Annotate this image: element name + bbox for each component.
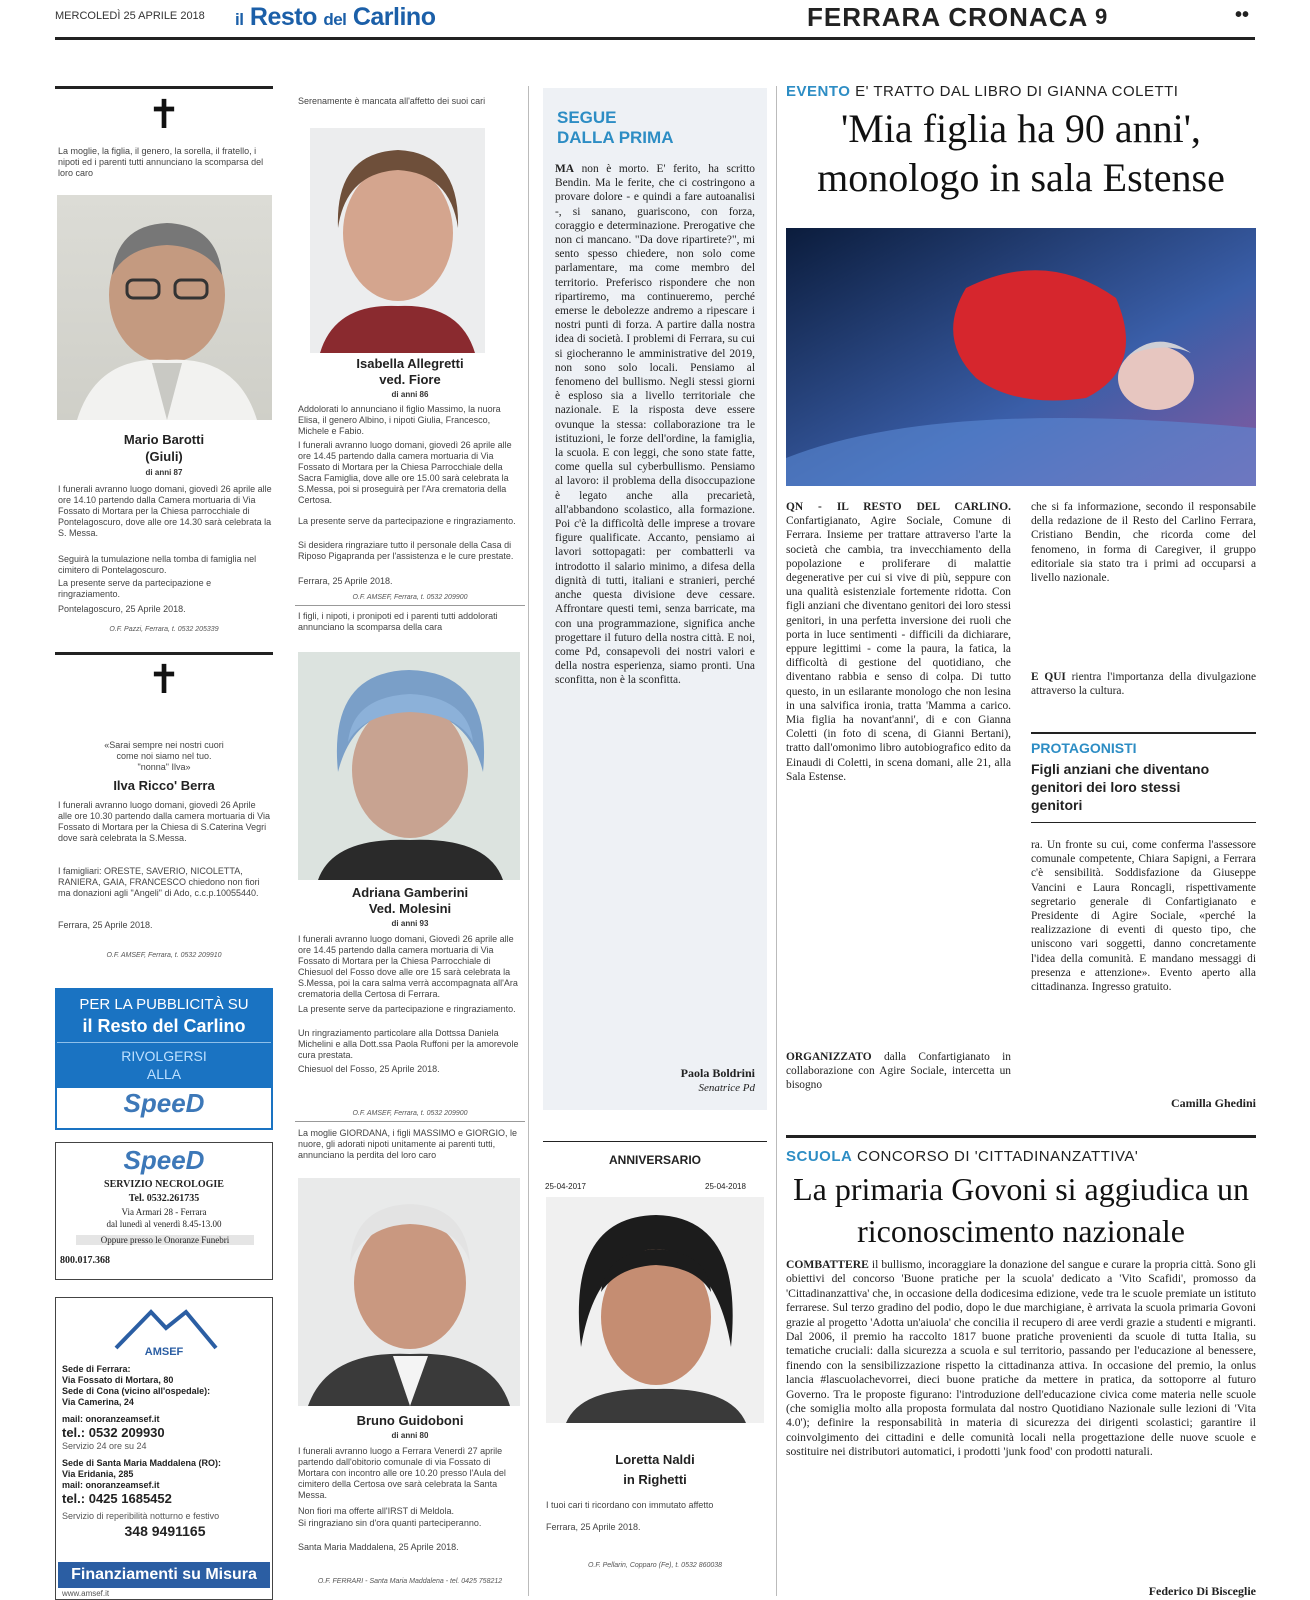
obit-body: Addolorati lo annunciano il figlio Massimo, la nuora Elisa, il genero Albino, i nipoti Giulia, Francesco, Michele e Fabio. <box>298 404 501 436</box>
necrology-service-ad <box>55 1142 273 1280</box>
portrait-photo <box>298 652 520 880</box>
funeral-home: O.F. AMSEF, Ferrara, t. 0532 209910 <box>106 952 222 959</box>
speed-logo: SpeeD <box>123 1145 205 1175</box>
ad-brand: il Resto del Carlino <box>82 1016 246 1036</box>
ad-line: PER LA PUBBLICITÀ SU <box>79 996 249 1013</box>
obit-place-date: Ferrara, 25 Aprile 2018. <box>298 576 393 586</box>
obit-place-date: Chiesuol del Fosso, 25 Aprile 2018. <box>298 1064 440 1074</box>
deceased-name: Adriana Gamberini <box>351 885 469 900</box>
article-text-4: E QUI rientra l'importanza della divulgazione attraverso la cultura. <box>1031 671 1257 698</box>
deceased-name: Ilva Ricco' Berra <box>113 778 215 793</box>
cross-icon: ✝ <box>147 92 181 137</box>
article-text: QN - IL RESTO DEL CARLINO. Confartigianato, Agire Sociale, Comune di Ferrara. Insieme per trattare attraverso l'arte la società che cambia, tra invecchiamento della popolazione e proliferare di malattie degenerative per cui si vive di più, seppure con una qualità esistenziale fortemente ridotta. Con figli anziani che diventano genitori dei loro stessi genitori, in una perfetta inversione dei ruoli che porta in luce sentimenti - difficili da dichiarare, eppure legittimi - come la paura, la fatica, la difficoltà di gestione del quotidiano, che diventano rabbia e senso di colpa. Di tutto questo, in un esilarante monologo che non lesina in una salvifica ironia, tratta 'Mamma a carico. Mia figlia ha novant'anni', di e con Gianna Coletti (in foto di scena, di Gianni Bertani), tratto dall'omonimo libro autobiografico edito da Einaudi di Coletti, in scena domani, alle 21, alla Sala Estense. <box>786 501 1011 783</box>
deceased-name: Loretta Naldi <box>615 1452 695 1467</box>
speed-logo: SpeeD <box>57 1088 271 1128</box>
article-text-5: ra. Un fronte su cui, come conferma l'assessore comunale competente, Chiara Sapigni, a Ferrara c'è sensibilità. Soddisfazione da Giuseppe Vancini e Laura Roncagli, rispettivamente segretario generale di Confartigianato e Presidente di Agire Sociale, «perché la realizzazione di eventi di questo tipo, che uniscono vari soggetti, danno concretamente l'idea della comunità. E mandano messaggi di presenza e attenzione». Evento aperto alla cittadinanza. Ingresso gratuito. <box>1031 839 1256 994</box>
masthead <box>55 0 1255 40</box>
article-author: Camilla Ghedini <box>1170 1096 1256 1110</box>
divider <box>786 1135 1256 1138</box>
divider <box>543 1141 767 1142</box>
obit-intro: La moglie GIORDANA, i figli MASSIMO e GIORGIO, le nuore, gli adorati nipoti unitamente ai parenti tutti, annunciano la perdita del loro caro <box>298 1128 518 1160</box>
obit-rule <box>55 86 273 89</box>
obit-place-date: Pontelagoscuro, 25 Aprile 2018. <box>58 604 186 614</box>
ad-phone: Tel. 0532.261735 <box>128 1193 200 1204</box>
article-text-2: ORGANIZZATO dalla Confartigianato in collaborazione con Agire Sociale, intercetta un bisogno <box>786 1051 1011 1092</box>
editorial-author: Paola Boldrini <box>680 1066 755 1080</box>
ad-line: ALLA <box>146 1066 182 1082</box>
deceased-nickname: (Giuli) <box>145 449 183 464</box>
obit-body-2: La presente serve da partecipazione e ringraziamento. <box>298 1004 516 1014</box>
newspaper-logo: il Resto del Carlino <box>235 3 436 31</box>
anniversary-label: ANNIVERSARIO <box>608 1153 701 1167</box>
obit-body-3: La presente serve da partecipazione e ringraziamento. <box>298 516 516 526</box>
ad-url: www.amsef.it <box>62 1589 110 1598</box>
ad-line: dal lunedì al venerdì 8.45-13.00 <box>106 1219 222 1229</box>
obit-body: I funerali avranno luogo a Ferrara Venerdì 27 aprile partendo dall'obitorio comunale di via Fossato di Mortara con incontro alle ore 10.20 presso l'Aula del cimitero della Certosa ove sarà celebrata la Santa Messa. <box>298 1446 506 1500</box>
deceased-name-2: ved. Fiore <box>379 372 441 387</box>
deceased-name-2: Ved. Molesini <box>368 901 452 916</box>
ad-banner: Finanziamenti su Misura <box>58 1562 270 1588</box>
obit-body-3: Un ringraziamento particolare alla Dottssa Daniela Michelini e alla Dott.ssa Paola Ruffoni per la amorevole cura prestata. <box>298 1028 519 1060</box>
portrait-photo <box>298 1178 520 1406</box>
obit-intro: I figli, i nipoti, i pronipoti ed i parenti tutti addolorati annunciano la scomparsa della cara <box>298 611 498 632</box>
portrait-photo <box>57 195 272 420</box>
obit-body-4: Si desidera ringraziare tutto il personale della Casa di Riposo Pigapranda per l'assistenza e le cure prestate. <box>298 540 514 561</box>
deceased-name: Isabella Allegretti <box>356 356 464 371</box>
deceased-name: Bruno Guidoboni <box>356 1413 464 1428</box>
deceased-age: di anni 86 <box>391 390 429 399</box>
funeral-home: O.F. AMSEF, Ferrara, t. 0532 209900 <box>352 594 468 601</box>
ad-phone: 800.017.368 <box>60 1255 110 1266</box>
deceased-name-2: in Righetti <box>623 1472 687 1487</box>
deceased-name: Mario Barotti <box>123 432 205 447</box>
funeral-home: O.F. Pazzi, Ferrara, t. 0532 205339 <box>109 626 219 633</box>
article-kicker: EVENTO E' TRATTO DAL LIBRO DI GIANNA COLETTI <box>786 83 1179 100</box>
ad-addresses: Sede di Ferrara: Via Fossato di Mortara, 80 Sede di Cona (vicino all'ospedale): Via Camerina, 24 mail: onoranzeamsef.it tel.: 0532 209930 Servizio 24 ore su 24 Sede di Santa Maria Maddalena (RO): Via Eridania, 285 mail: onoranzeamsef.it tel.: 0425 1685452 Servizio di reperibilità notturno e festivo 348 9491165 <box>62 1364 222 1539</box>
obit-body: I tuoi cari ti ricordano con immutato affetto <box>546 1500 714 1510</box>
article-text-3: che si fa informazione, secondo il responsabile della redazione de il Resto del Carlino Ferrara, Cristiano Bendin, che ricorda come del fenomeno, in forma di Caregiver, il gruppo editoriale sia stato tra i primi ad occuparsi a livello nazionale. <box>1031 501 1256 585</box>
obit-body: I funerali avranno luogo domani, Giovedì 26 aprile alle ore 14.45 partendo dalla camera mortuaria di Via Fossato di Mortara per la Chiesa Parrocchiale di Chiesuol del Fosso dove alle ore 15 sarà celebrata la S.Messa, poi la cara salma verrà accompagnata all'Ara crematoria della Certosa di Ferrara. <box>298 934 518 999</box>
ad-line: RIVOLGERSI <box>121 1048 207 1064</box>
stage-photo <box>786 228 1256 486</box>
portrait-photo <box>546 1197 764 1423</box>
sidebar-tag: PROTAGONISTI <box>1031 740 1137 756</box>
article-headline: 'Mia figlia ha 90 anni', monologo in sala Estense <box>817 106 1225 200</box>
obit-body-3: Si ringraziano sin d'ora quanti parteciperanno. <box>298 1518 482 1528</box>
portrait-photo <box>310 128 485 353</box>
obit-quote: «Sarai sempre nei nostri cuori come noi siamo nel tuo. "nonna" Ilva» <box>104 740 224 772</box>
divider <box>295 1121 525 1122</box>
article-text: COMBATTERE il bullismo, incoraggiare la donazione del sangue e curare la propria città. Sono gli obiettivi del concorso 'Buone pratiche per la scuola' dedicato a 'Vito Scafidi', promosso da 'Cittadinanzattiva' che, in occasione della dodicesima edizione, vede tra le scuole premiate un istituto ferrarese. Sul terzo gradino del podio, dopo le due marchigiane, è arrivata la scuola primaria Govoni grazie al progetto 'Adotta un'aiuola' che concilia il recupero di aree verdi grazie a studenti e migranti. Dal 2006, il premio ha raccolto 1817 buone pratiche provenienti da scuole di tutta Italia, su tematiche cruciali: dalla sicurezza a scuola e sul territorio, passando per l'educazione al benessere, finendo con la sensibilizzazione rispetto la cittadinanza attiva. In occasione del premio, la onlus lancia #lascuolachevorrei, dieci buone pratiche da mettere in pratica, da sottoporre al futuro Governo. Tra le proposte figurano: l'introduzione dell'educazione civica come materia nelle scuole (che somiglia molto alla proposta formulata dal nostro Quotidiano Nazionale sulle lezioni di 'Vita 4.0'); definire la responsabilità in materia di sicurezza dei dirigenti scolastici; garantire il coinvolgimento dei cittadini e delle comunità locali nella progettazione delle nuove scuole e sostituire nei distributori automatici, i prodotti 'junk food' con prodotti naturali. <box>786 1258 1256 1459</box>
section-title: FERRARA CRONACA <box>807 2 1089 32</box>
funeral-home: O.F. AMSEF, Ferrara, t. 0532 209900 <box>352 1110 468 1117</box>
obit-place-date: Santa Maria Maddalena, 25 Aprile 2018. <box>298 1542 459 1552</box>
amsef-ad <box>55 1297 273 1600</box>
obit-place-date: Ferrara, 25 Aprile 2018. <box>546 1522 641 1532</box>
obit-body: I funerali avranno luogo domani, giovedì 26 Aprile alle ore 10.30 partendo dalla camera mortuaria di Via Fossato di Mortara per la Chiesa di S.Caterina Vegri dove sarà celebrata la S.Messa. <box>58 800 270 843</box>
dots-icon: •• <box>1235 4 1250 26</box>
amsef-logo: AMSEF <box>144 1346 184 1358</box>
funeral-home: O.F. FERRARI - Santa Maria Maddalena - tel. 0425 758212 <box>317 1578 503 1585</box>
column-rule <box>776 86 777 1596</box>
page-number: 9 <box>1095 4 1108 29</box>
sidebar-box <box>1031 732 1256 823</box>
author-role: Senatrice Pd <box>698 1082 755 1094</box>
obit-intro: La moglie, la figlia, il genero, la sorella, il fratello, i nipoti ed i parenti tutti annunciano la scomparsa del loro caro <box>58 146 264 178</box>
anniversary-date-to: 25-04-2018 <box>705 1182 746 1191</box>
editorial-text: MA non è morto. E' ferito, ha scritto Bendin. Ma le ferite, che ci costringono a provare dolore - e quindi a fare autoanalisi -, si sanano, guariscono, con forza, coraggio e determinazione. Prerogative che non ci mancano. "Da dove ripartirete?", mi sento spesso chiedere, non solo come parlamentare, ma come membro del territorio. Preferisco rispondere che non ripartiremo, ma continueremo, perché emerse le debolezze andremo a ripescare i nostri punti di forza. A partire dalla nostra idea di società. I problemi di Ferrara, su cui si giocheranno le amministrative del 2019, non sono solo locali. Pensiamo al fenomeno del bullismo. Negli stessi giorni è esploso sia a livello territoriale che nazionale. E la risposta deve essere ovunque la stessa: collaborazione tra le istituzioni, le forze dell'ordine, la famiglia, la scuola. E con leggi, che sono state fatte, come quella sul cyberbullismo. Pensiamo al lavoro: il problema della disoccupazione è legato anche alla precarietà, all'abbandono scolastico, alla formazione. Poi c'è la difficoltà delle imprese a trovare figure qualificate. Accanto, pensiamo ai lavori sottopagati: per combatterli va introdotto il salario minimo, a difesa della dignità di tutti, italiani e stranieri, perché anche questa divisione deve cessare. Affrontare questi temi, senza barricate, ma con una programmazione, significa anche progettare il futuro della nostra città. E noi, come Pd, consapevoli dei nostri valori e della nostra esperienza, siamo pronti. Una sconfitta, non è la sconfitta. <box>555 163 756 687</box>
obit-body-3: La presente serve da partecipazione e ringraziamento. <box>58 578 212 599</box>
divider <box>295 605 525 606</box>
obit-place-date: Ferrara, 25 Aprile 2018. <box>58 920 153 930</box>
obit-body: I funerali avranno luogo domani, giovedì 26 aprile alle ore 14.10 partendo dalla Camera mortuaria di Via Fossato di Mortara per la Chiesa parrocchiale di Pontelagoscuro, dove alle ore 14.30 sarà celebrata la S. Messa. <box>58 484 272 538</box>
cross-icon: ✝ <box>147 657 181 702</box>
deceased-age: di anni 80 <box>391 1431 429 1440</box>
article-author: Federico Di Bisceglie <box>1148 1584 1256 1598</box>
obit-body-2: I famigliari: ORESTE, SAVERIO, NICOLETTA, RANIERA, GAIA, FRANCESCO chiedono non fiori ma donazioni agli "Angeli" di Ado, c.c.p.10055440. <box>58 866 260 898</box>
obit-body-2: I funerali avranno luogo domani, giovedì 26 aprile alle ore 14.45 partendo dalla camera mortuaria di Via Fossato di Mortara per la Chiesa Parrocchiale della Sacra Famiglia, dove alle ore 15.00 sarà celebrata la S.Messa, poi si proseguirà per l'Ara crematoria della Certosa. <box>298 440 512 505</box>
sidebar-text: Figli anziani che diventano genitori dei loro stessi genitori <box>1031 761 1210 813</box>
ad-line: Via Armari 28 - Ferrara <box>121 1207 207 1217</box>
obit-body-2: Seguirà la tumulazione nella tomba di famiglia nel cimitero di Pontelagoscuro. <box>58 554 257 575</box>
obit-intro: Serenamente è mancata all'affetto dei suoi cari <box>298 96 486 106</box>
ad-line: Oppure presso le Onoranze Funebri <box>76 1235 254 1245</box>
ad-line: SERVIZIO NECROLOGIE <box>104 1179 224 1190</box>
segue-heading: SEGUE DALLA PRIMA <box>557 108 674 147</box>
funeral-home: O.F. Pellarin, Copparo (Fe), t. 0532 860038 <box>587 1562 723 1569</box>
article-kicker: SCUOLA CONCORSO DI 'CITTADINANZATTIVA' <box>786 1148 1139 1165</box>
issue-date: MERCOLEDÌ 25 APRILE 2018 <box>55 10 205 22</box>
deceased-age: di anni 87 <box>145 468 183 477</box>
article-headline: La primaria Govoni si aggiudica un riconoscimento nazionale <box>793 1171 1249 1249</box>
obit-body-2: Non fiori ma offerte all'IRST di Meldola. <box>298 1506 454 1516</box>
deceased-age: di anni 93 <box>391 919 429 928</box>
column-rule <box>528 86 529 1596</box>
anniversary-date-from: 25-04-2017 <box>545 1182 586 1191</box>
obit-rule <box>55 652 273 655</box>
advertising-box[interactable] <box>55 988 273 1130</box>
